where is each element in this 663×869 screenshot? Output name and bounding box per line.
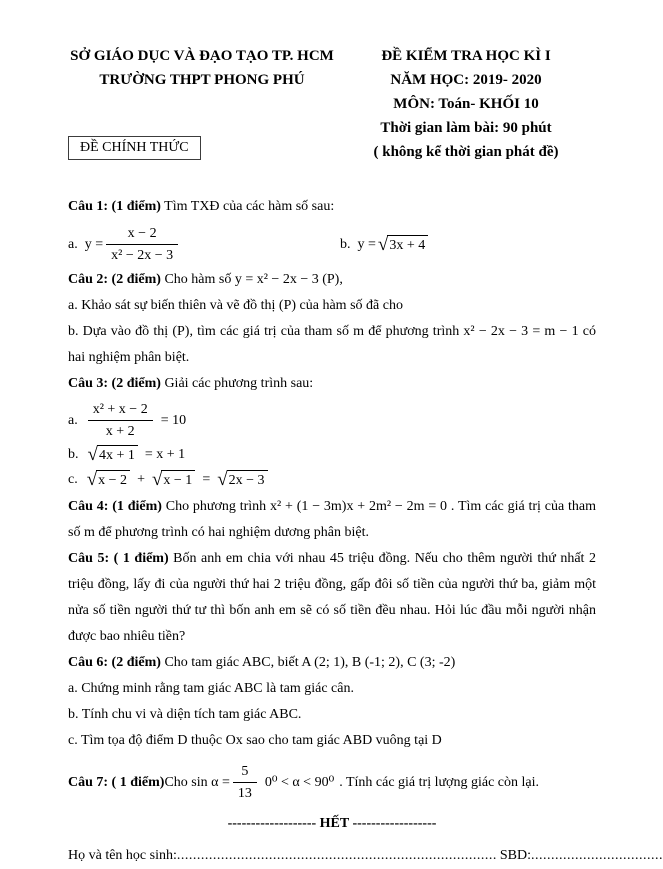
school-name: TRƯỜNG THPT PHONG PHÚ (99, 72, 305, 88)
header-school-block (68, 44, 336, 164)
q7-denominator: 13 (237, 786, 252, 801)
q1b-prefix: b. (340, 236, 351, 252)
q3-part-c (68, 469, 596, 491)
q3c-sqrt1-arg: x − 2 (96, 470, 130, 490)
exam-duration-note: ( không kể thời gian phát đề) (373, 144, 559, 160)
q7-tail: . Tính các giá trị lượng giác còn lại. (339, 774, 539, 790)
q5-label: Câu 5: ( 1 điểm) (68, 551, 169, 566)
q3b-sqrt-arg: 4x + 1 (97, 445, 138, 465)
q3c-sqrt-1 (87, 470, 130, 490)
exam-title: ĐỀ KIỂM TRA HỌC KÌ I (381, 48, 551, 64)
question-5 (68, 546, 596, 650)
q1b-lead: y = (357, 236, 376, 252)
q3c-prefix: c. (68, 472, 78, 487)
q7-fraction (233, 762, 257, 803)
radical-sign: √ (377, 233, 389, 255)
student-info-line (68, 843, 663, 869)
question-6-heading (68, 650, 596, 676)
radical-sign: √ (151, 469, 163, 490)
q1a-prefix: a. (68, 236, 78, 252)
end-of-exam-line (68, 811, 596, 837)
q2-text: Cho hàm số y = x² − 2x − 3 (P), (160, 272, 343, 287)
q3-text: Giải các phương trình sau: (160, 376, 314, 391)
q4-label: Câu 4: (1 điểm) (68, 499, 162, 514)
q3-label: Câu 3: (2 điểm) (68, 376, 161, 391)
q3c-equals: = (202, 472, 211, 487)
question-1-heading (68, 194, 596, 220)
q3b-prefix: b. (68, 447, 79, 462)
q6-part-b: b. Tính chu vi và diện tích tam giác ABC. (68, 707, 302, 722)
radical-sign: √ (217, 469, 228, 490)
school-department: SỞ GIÁO DỤC VÀ ĐẠO TẠO TP. HCM (70, 48, 334, 64)
q1-part-a (68, 224, 340, 265)
q2-label: Câu 2: (2 điểm) (68, 272, 161, 287)
q1a-numerator: x − 2 (106, 224, 178, 245)
q3a-prefix: a. (68, 412, 78, 428)
het-dashes-left: ------------------- (227, 816, 317, 831)
q6-part-c: c. Tìm tọa độ điểm D thuộc Ox sao cho tam giác ABD vuông tại D (68, 733, 442, 748)
q1b-sqrt-arg: 3x + 4 (387, 235, 428, 255)
q1a-denominator: x² − 2x − 3 (111, 248, 174, 263)
q3-part-a (68, 400, 596, 441)
q2-part-a: a. Khảo sát sự biến thiên và vẽ đồ thị (P) của hàm số đã cho (68, 298, 403, 313)
header-exam-block (336, 44, 596, 164)
q6-part-a: a. Chứng minh rằng tam giác ABC là tam giác cân. (68, 681, 354, 696)
exam-body (68, 194, 663, 869)
question-7 (68, 762, 596, 803)
q7-lead: Cho sin α = (164, 774, 230, 790)
q2-part-b: b. Dựa vào đồ thị (P), tìm các giá trị của tham số m để phương trình x² − 2x − 3 = m − 1 có hai nghiệm phân biệt. (68, 324, 596, 365)
document-header (68, 44, 596, 164)
q6-text: Cho tam giác ABC, biết A (2; 1), B (-1; 2), C (3; -2) (160, 655, 456, 670)
official-exam-box: ĐỀ CHÍNH THỨC (68, 136, 201, 160)
q1b-sqrt (378, 235, 428, 255)
q3c-plus: + (137, 472, 145, 487)
radical-sign: √ (86, 469, 98, 490)
q7-numerator: 5 (233, 762, 257, 783)
student-name-dotted-field: ............................................................................... (176, 848, 493, 863)
q1a-lead: y = (84, 236, 104, 252)
q3b-rhs: = x + 1 (144, 447, 186, 462)
het-dashes-right: ------------------ (352, 816, 437, 831)
q3c-sqrt-3 (217, 470, 267, 490)
radical-sign: √ (87, 444, 98, 465)
question-2-heading (68, 267, 596, 293)
q6-label: Câu 6: (2 điểm) (68, 655, 161, 670)
q3c-sqrt-2 (152, 470, 195, 490)
q3a-numerator: x² + x − 2 (88, 400, 153, 421)
student-name-label: Họ và tên học sinh: (68, 848, 177, 863)
q3a-denominator: x + 2 (105, 424, 135, 439)
q1a-fraction (106, 224, 178, 265)
question-1-formulas (68, 224, 596, 265)
sbd-dotted-field: ................................. (531, 848, 663, 863)
q3b-sqrt (88, 445, 138, 465)
question-4 (68, 494, 596, 546)
q4-text: Cho phương trình x² + (1 − 3m)x + 2m² − 2m = 0 . Tìm các giá trị của tham số m để phương trình có hai nghiệm dương phân biệt. (68, 499, 596, 540)
exam-duration: Thời gian làm bài: 90 phút (380, 120, 552, 136)
q1-text: Tìm TXĐ của các hàm số sau: (160, 199, 335, 214)
q3a-rhs: = 10 (160, 412, 187, 428)
q7-label: Câu 7: ( 1 điểm) (68, 774, 165, 790)
q3-part-b (68, 444, 596, 466)
q1-label: Câu 1: (1 điểm) (68, 199, 161, 214)
sbd-label: . SBD: (492, 848, 531, 863)
question-3-heading (68, 371, 596, 397)
q5-text: Bốn anh em chia với nhau 45 triệu đồng. Nếu cho thêm người thứ nhất 2 triệu đồng, lấy đi của người thứ hai 2 triệu đồng, gấp đôi số tiền của người thứ ba, giảm một nửa số tiền người thứ tư thì bốn anh em sẽ có số tiền đều nhau. Hỏi lúc đầu mỗi người nhận được bao nhiêu tiền? (68, 551, 596, 644)
q7-condition: 0⁰ < α < 90⁰ (264, 774, 335, 790)
het-word: HẾT (316, 816, 353, 831)
q1-part-b (340, 235, 430, 255)
q3c-sqrt2-arg: x − 1 (161, 470, 195, 490)
exam-subject: MÔN: Toán- KHỐI 10 (393, 96, 539, 112)
q3a-fraction (88, 400, 153, 441)
exam-school-year: NĂM HỌC: 2019- 2020 (390, 72, 542, 88)
q3c-sqrt3-arg: 2x − 3 (227, 470, 268, 490)
